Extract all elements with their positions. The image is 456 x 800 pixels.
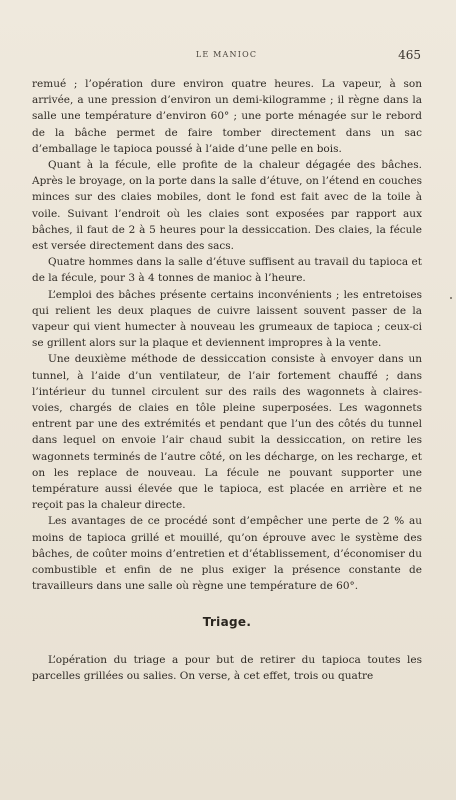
paragraph-advantages: Les avantages de ce procédé sont d’empêcher une perte de 2 % au moins de tapioca grillé et mouillé, qu’on éprouve avec le système des bâches, de coûter moins d’entretien et d’établissement, d’économiser du combustible et enfin de ne plus exiger la présence constante de travailleurs dans une salle où règne une température de 60°. (32, 515, 422, 593)
body-text (32, 76, 422, 684)
section-heading: Triage. (202, 614, 252, 629)
paragraph-tunnel-method: Une deuxième méthode de dessiccation consiste à envoyer dans un tunnel, à l’aide d’un ventilateur, de l’air fortement chauffé ; dans l’intérieur du tunnel circulent sur des rails des wagonnets à claires-voies, chargés de claies en tôle pleine superposées. Les wagonnets entrent par une des extrémités et pendant que l’un des côtés du tunnel dans lequel on envoie l’air chaud subit la dessiccation, on retire les wagonnets terminés de l’autre côté, on les décharge, on les recharge, et on les replace de nouveau. La fécule ne pouvant supporter une température aussi élevée que le tapioca, est placée en arrière et ne reçoit pas la chaleur directe. (32, 353, 422, 512)
page-header (32, 50, 421, 68)
paragraph-continued: remué ; l’opération dure environ quatre heures. La vapeur, à son arrivée, a une pression d’environ un demi-kilogramme ; il règne dans la salle une température d’environ 60° ; une porte ménagée sur le rebord de la bâche permet de faire tomber directement dans un sac d’emballage le tapioca poussé à l’aide d’une pelle en bois. (32, 78, 422, 155)
paragraph-inconvenients: L’emploi des bâches présente certains inconvénients ; les entretoises qui relient les deux plaques de cuivre laissent souvent passer de la vapeur qui vient humecter à nouveau les grumeaux de tapioca ; ceux-ci se grillent alors sur la plaque et deviennent impropres à la vente. (32, 288, 422, 350)
paragraph-triage: L’opération du triage a pour but de retirer du tapioca toutes les parcelles grillées ou salies. On verse, à cet effet, trois ou quatre (32, 653, 422, 682)
paragraph-workers: Quatre hommes dans la salle d’étuve suffisent au travail du tapioca et de la fécule, pour 3 à 4 tonnes de manioc à l’heure. (32, 256, 422, 285)
page-number: 465 (398, 48, 421, 62)
paragraph-fecule: Quant à la fécule, elle profite de la chaleur dégagée des bâches. Après le broyage, on la porte dans la salle d’étuve, on l’étend en couches minces sur des claies mobiles, dont le fond est fait avec de la toile à voile. Suivant l’endroit où les claies sont exposées par rapport aux bâches, il faut de 2 à 5 heures pour la dessiccation. Des claies, la fécule est versée directement dans des sacs. (32, 159, 422, 253)
margin-speck (450, 297, 452, 299)
running-head: LE MANIOC (195, 50, 258, 59)
